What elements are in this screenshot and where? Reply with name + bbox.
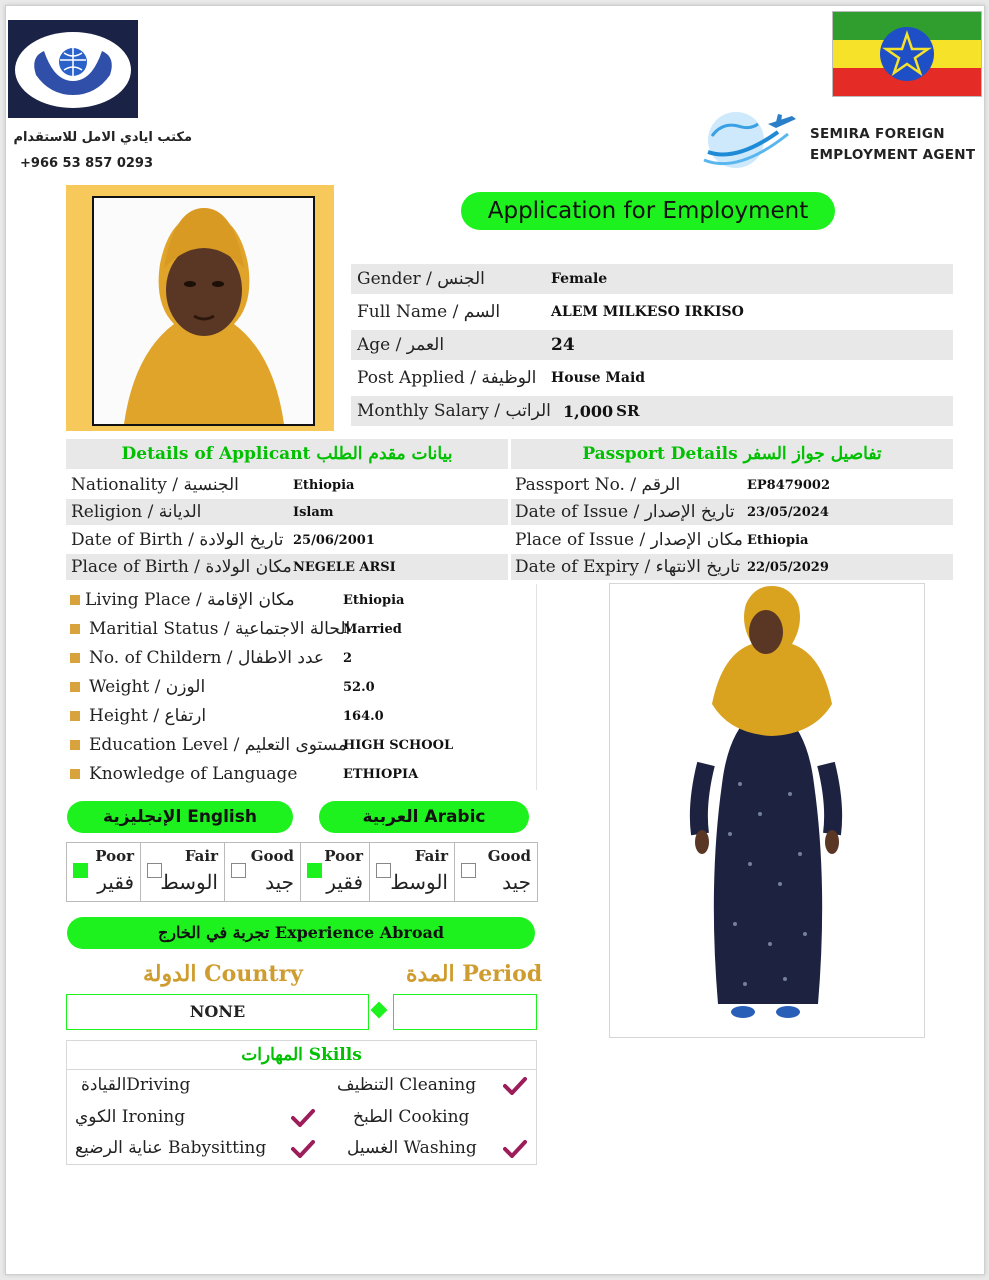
passport-value: EP8479002 xyxy=(747,477,831,493)
other-row xyxy=(70,615,402,643)
applicant-row xyxy=(66,554,508,580)
passport-row xyxy=(511,472,953,498)
check-icon xyxy=(503,1140,527,1158)
check-icon xyxy=(503,1077,527,1095)
arabic-poor-cell xyxy=(301,843,370,901)
other-value: Married xyxy=(343,621,402,637)
other-label: Knowledge of Language xyxy=(89,764,298,784)
other-value: 52.0 xyxy=(343,679,375,695)
office-phone: +966 53 857 0293 xyxy=(20,156,154,171)
arabic-good-cell xyxy=(455,843,537,901)
application-form xyxy=(5,5,985,1275)
applicant-row xyxy=(66,499,508,525)
summary-label: Age / العمر xyxy=(357,335,445,355)
passport-label: Passport No. / الرقم xyxy=(515,475,681,495)
period-value xyxy=(393,994,537,1030)
skill-cooking: الطبخ Cooking xyxy=(353,1107,470,1127)
passport-row xyxy=(511,554,953,580)
bullet-icon xyxy=(70,682,80,692)
check-icon xyxy=(291,1140,315,1158)
bullet-icon xyxy=(70,653,80,663)
other-label: Education Level / مستوى التعليم xyxy=(89,735,347,755)
summary-value: Female xyxy=(551,271,608,287)
skill-babysitting: عناية الرضيع Babysitting xyxy=(75,1138,267,1158)
english-fair-cell xyxy=(141,843,225,901)
skills-heading-bar xyxy=(67,1041,536,1070)
arabic-poor-checkbox[interactable] xyxy=(307,863,322,878)
summary-row xyxy=(351,264,953,294)
applicant-label: Religion / الديانة xyxy=(71,502,202,522)
applicant-value: Islam xyxy=(293,504,334,520)
bullet-icon xyxy=(70,624,80,634)
level-label-ar: فقير xyxy=(97,870,134,894)
other-row xyxy=(70,644,352,672)
office-logo xyxy=(8,20,138,118)
summary-row xyxy=(351,363,953,393)
skill-ironing: الكوي Ironing xyxy=(75,1107,186,1127)
arabic-good-checkbox[interactable] xyxy=(461,863,476,878)
level-label: Good xyxy=(487,847,531,865)
level-label-ar: جيد xyxy=(265,870,294,894)
passport-heading-bar xyxy=(511,439,953,469)
passport-label: Date of Issue / تاريخ الإصدار xyxy=(515,502,735,522)
other-value: ETHIOPIA xyxy=(343,766,419,782)
bullet-icon xyxy=(70,740,80,750)
level-label: Fair xyxy=(184,847,218,865)
summary-row xyxy=(351,297,953,327)
bullet-icon xyxy=(70,595,80,605)
summary-value: 24 xyxy=(551,335,575,355)
summary-value: House Maid xyxy=(551,370,646,386)
other-row xyxy=(70,731,453,759)
applicant-heading: Details of Applicant بيانات مقدم الطلب xyxy=(121,444,453,464)
arabic-fair-checkbox[interactable] xyxy=(376,863,391,878)
other-row xyxy=(70,760,418,788)
other-label: Living Place / مكان الإقامة xyxy=(85,590,295,610)
other-row xyxy=(70,586,404,614)
other-details xyxy=(66,584,537,790)
bullet-icon xyxy=(70,711,80,721)
other-row xyxy=(70,673,375,701)
country-value: NONE xyxy=(66,994,369,1030)
skill-washing: الغسيل Washing xyxy=(347,1138,477,1158)
other-label: Weight / الوزن xyxy=(89,677,206,697)
portrait-photo xyxy=(92,196,315,426)
other-value: 2 xyxy=(343,650,353,666)
diamond-icon xyxy=(371,1002,388,1019)
passport-heading: Passport Details تفاصيل جواز السفر xyxy=(582,444,882,464)
language-levels xyxy=(66,842,538,902)
check-icon xyxy=(291,1109,315,1127)
english-good-checkbox[interactable] xyxy=(231,863,246,878)
level-label-ar: جيد xyxy=(502,870,531,894)
agent-name-line2: EMPLOYMENT AGENT xyxy=(810,147,976,163)
english-poor-checkbox[interactable] xyxy=(73,863,88,878)
summary-row xyxy=(351,396,953,426)
other-row xyxy=(70,702,384,730)
full-body-photo xyxy=(609,583,925,1038)
applicant-value: 25/06/2001 xyxy=(293,532,375,548)
other-label: No. of Childern / عدد الاطفال xyxy=(89,648,325,668)
ethiopia-flag xyxy=(832,11,982,97)
passport-value: Ethiopia xyxy=(747,532,809,548)
level-label-ar: الوسط xyxy=(390,870,448,894)
skills-box xyxy=(66,1040,537,1165)
applicant-row xyxy=(66,527,508,553)
english-poor-cell xyxy=(67,843,141,901)
level-label: Fair xyxy=(414,847,448,865)
level-label: Good xyxy=(250,847,294,865)
other-value: 164.0 xyxy=(343,708,384,724)
passport-value: 23/05/2024 xyxy=(747,504,829,520)
office-name: مكتب ايادي الامل للاستقدام xyxy=(13,130,192,145)
summary-value: ALEM MILKESO IRKISO xyxy=(551,304,744,320)
summary-label: Post Applied / الوظيفة xyxy=(357,368,537,388)
country-label: الدولة Country xyxy=(143,961,303,987)
skills-heading: المهارات Skills xyxy=(241,1045,362,1065)
passport-row xyxy=(511,499,953,525)
passport-label: Place of Issue / مكان الإصدار xyxy=(515,530,743,550)
summary-row xyxy=(351,330,953,360)
other-label: Height / ارتفاع xyxy=(89,706,207,726)
other-value: Ethiopia xyxy=(343,592,405,608)
applicant-row xyxy=(66,472,508,498)
level-label: Poor xyxy=(95,847,134,865)
other-label: Maritial Status / الحالة الاجتماعية xyxy=(89,619,351,639)
applicant-value: Ethiopia xyxy=(293,477,355,493)
applicant-heading-bar xyxy=(66,439,508,469)
skill-driving: القيادةDriving xyxy=(81,1075,191,1095)
agent-name-line1: SEMIRA FOREIGN xyxy=(810,126,945,142)
arabic-pill: العربية Arabic xyxy=(319,801,529,833)
agent-logo xyxy=(698,102,808,176)
passport-row xyxy=(511,527,953,553)
level-label-ar: الوسط xyxy=(160,870,218,894)
summary-label: Full Name / السم xyxy=(357,302,501,322)
passport-label: Date of Expiry / تاريخ الانتهاء xyxy=(515,557,741,577)
summary-label: Gender / الجنس xyxy=(357,269,485,289)
applicant-label: Date of Birth / تاريخ الولادة xyxy=(71,530,284,550)
salary-value: 1,000 xyxy=(563,401,614,421)
english-pill: الإنجليزية English xyxy=(67,801,293,833)
agent-name xyxy=(810,124,975,166)
level-label: Poor xyxy=(324,847,363,865)
experience-pill: تجربة في الخارج Experience Abroad xyxy=(67,917,535,949)
arabic-fair-cell xyxy=(370,843,455,901)
applicant-label: Place of Birth / مكان الولادة xyxy=(71,557,292,577)
skill-cleaning: التنظيف Cleaning xyxy=(337,1075,477,1095)
bullet-icon xyxy=(70,769,80,779)
period-label: المدة Period xyxy=(406,961,543,987)
form-title: Application for Employment xyxy=(461,192,835,230)
applicant-label: Nationality / الجنسية xyxy=(71,475,239,495)
level-label-ar: فقير xyxy=(326,870,363,894)
applicant-value: NEGELE ARSI xyxy=(293,559,396,575)
summary-label: Monthly Salary / الراتب xyxy=(357,401,551,421)
english-good-cell xyxy=(225,843,301,901)
other-value: HIGH SCHOOL xyxy=(343,737,454,753)
salary-unit: SR xyxy=(616,402,640,420)
passport-value: 22/05/2029 xyxy=(747,559,829,575)
